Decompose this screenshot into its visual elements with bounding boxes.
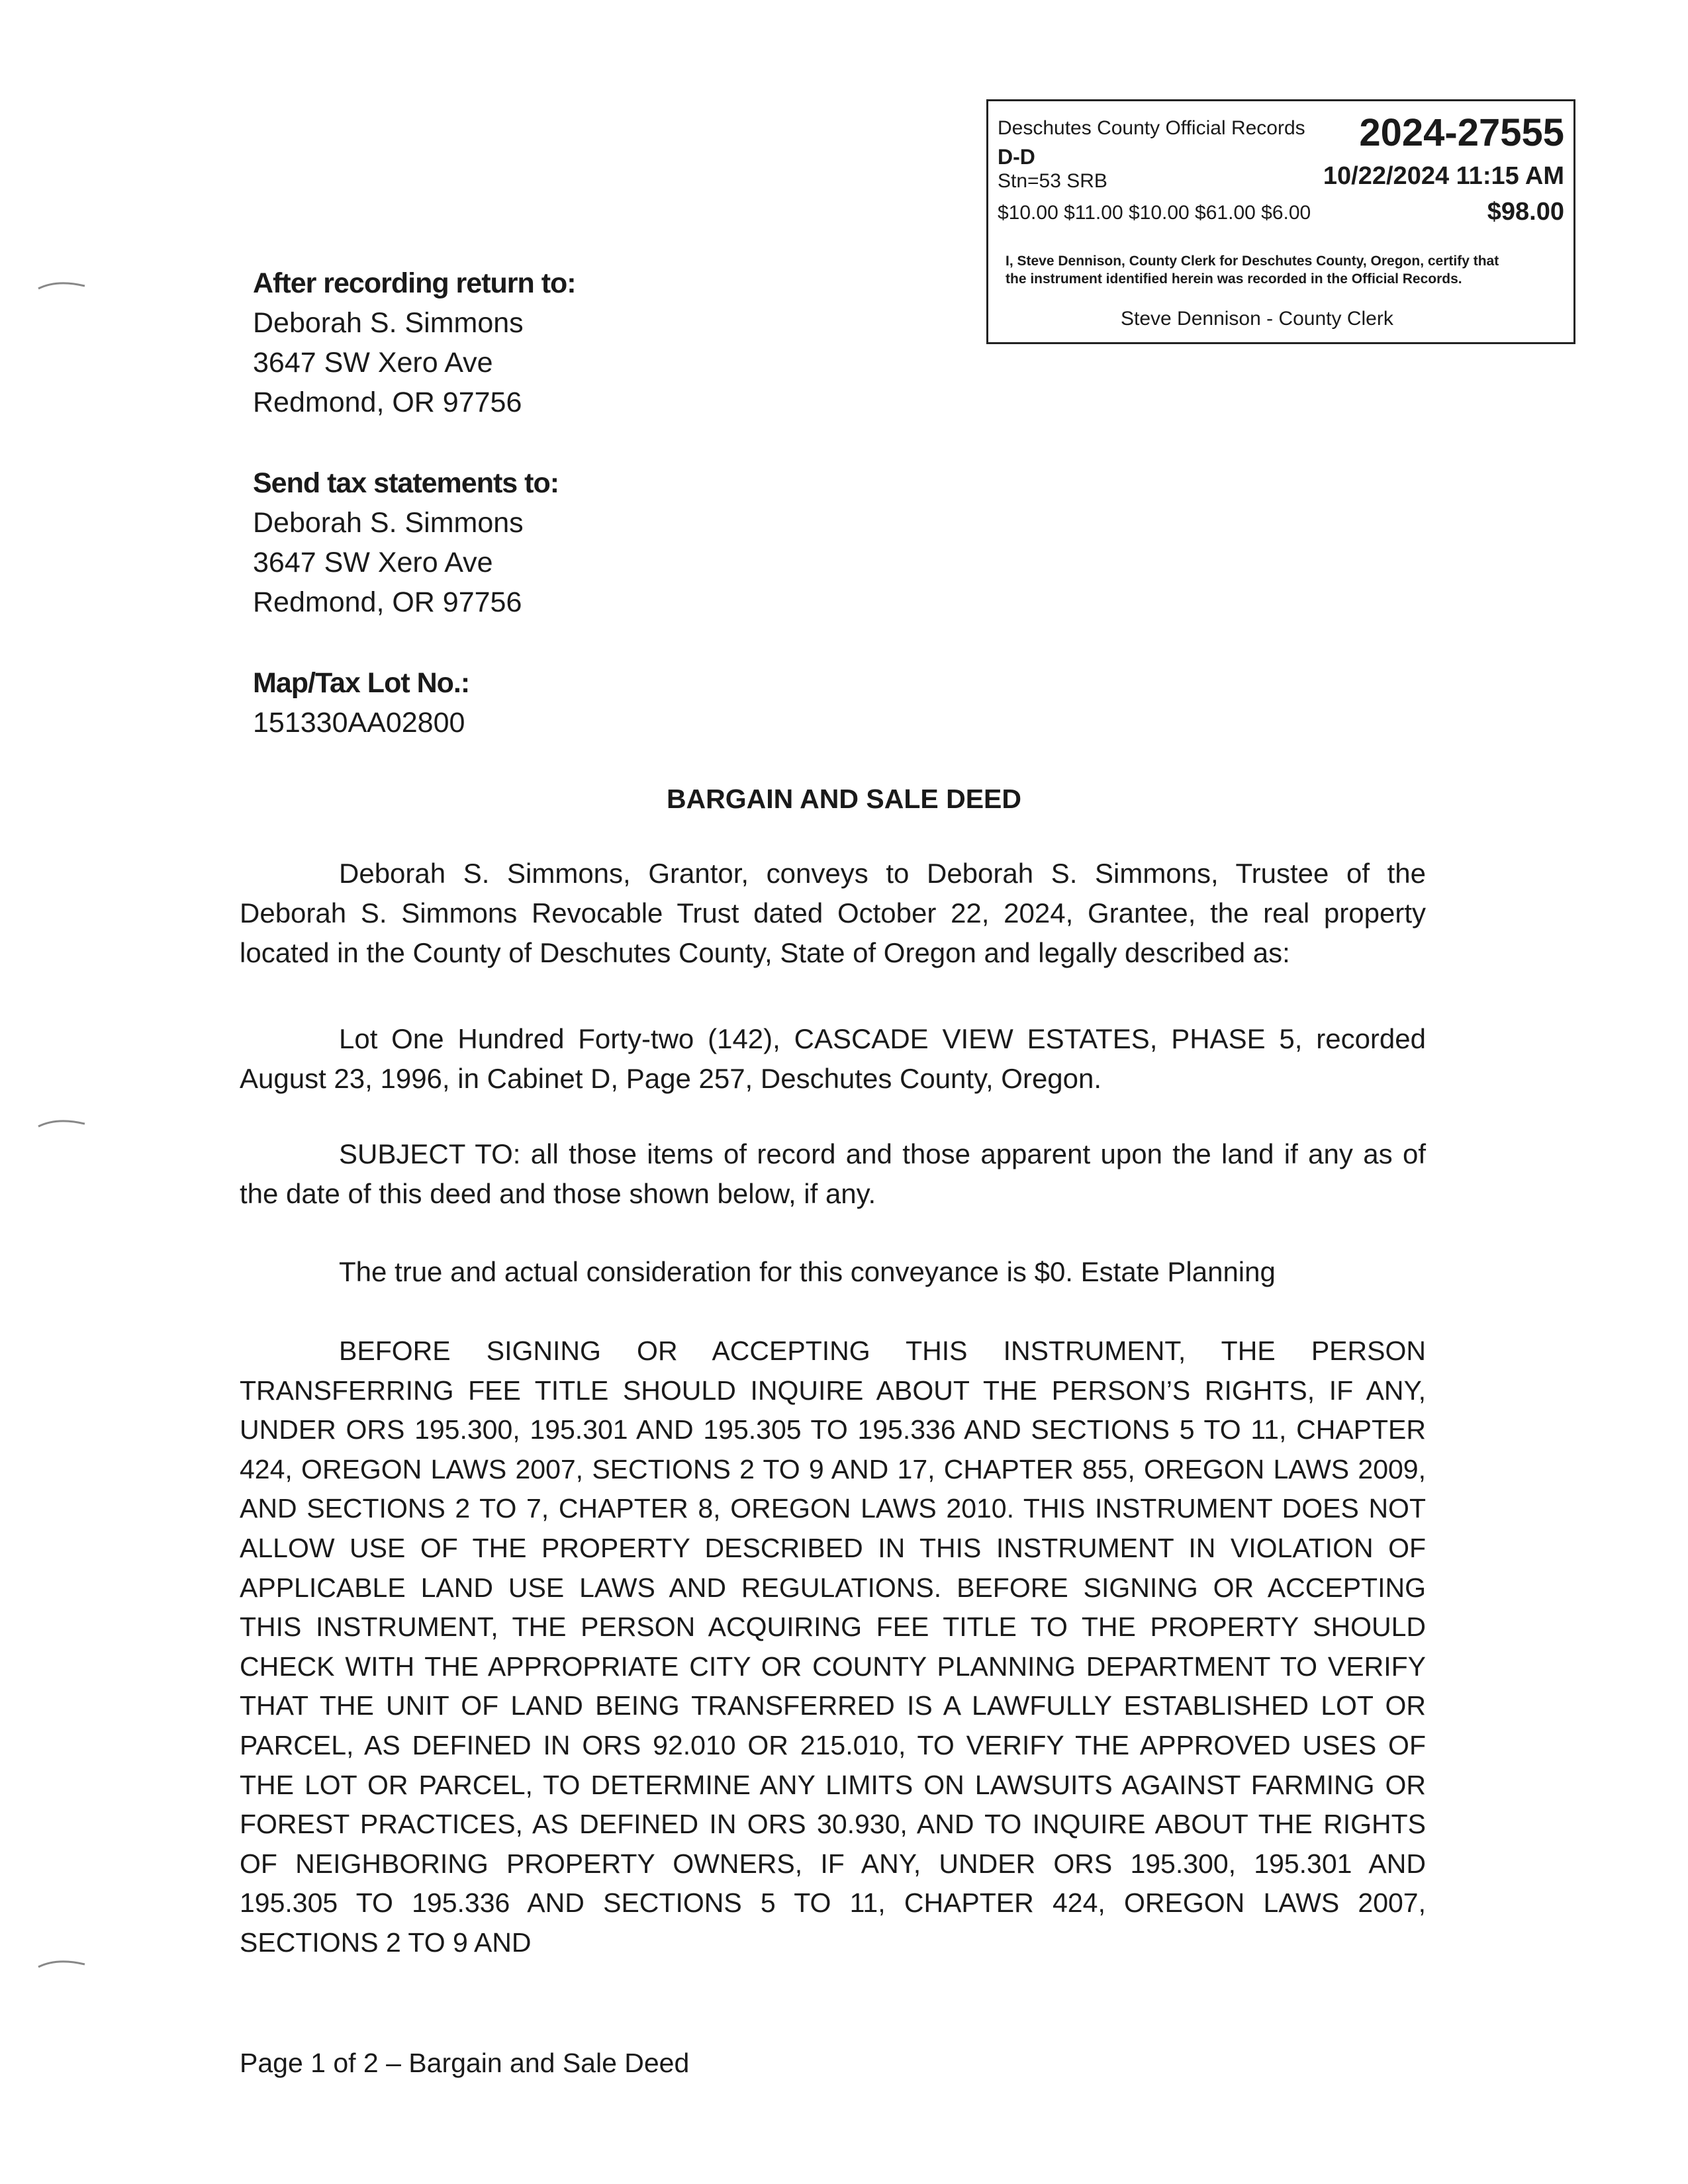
legal-description-paragraph: Lot One Hundred Forty-two (142), CASCADE VIEW ESTATES, PHASE 5, recorded August 23, 1996, in Cabinet D, Page 257, Deschutes County, Oregon. (240, 1023, 1426, 1094)
tax-lot-block (253, 663, 469, 743)
stamp-certification: I, Steve Dennison, County Clerk for Deschutes County, Oregon, certify that the instrument identified herein was recorded in the Official Records. (1006, 253, 1499, 287)
binder-mark-icon (37, 1959, 86, 1970)
binder-mark-icon (37, 281, 86, 291)
stamp-county-records: Deschutes County Official Records (998, 117, 1305, 139)
tax-statements-label: Send tax statements to: (253, 467, 559, 499)
binder-mark-icon (37, 1118, 86, 1129)
stamp-fees: $10.00 $11.00 $10.00 $61.00 $6.00 (998, 202, 1311, 224)
tax-lot-label: Map/Tax Lot No.: (253, 667, 470, 699)
stamp-station: Stn=53 SRB (998, 170, 1107, 192)
page-footer: Page 1 of 2 – Bargain and Sale Deed (240, 2048, 690, 2078)
recording-stamp (986, 99, 1575, 344)
return-to-label: After recording return to: (253, 267, 576, 299)
tax-lot-value: 151330AA02800 (253, 707, 465, 739)
return-to-city: Redmond, OR 97756 (253, 387, 522, 418)
tax-statements-city: Redmond, OR 97756 (253, 586, 522, 618)
consideration-paragraph: The true and actual consideration for this conveyance is $0. Estate Planning (339, 1256, 1276, 1287)
statutory-warning-paragraph: BEFORE SIGNING OR ACCEPTING THIS INSTRUMENT, THE PERSON TRANSFERRING FEE TITLE SHOULD INQUIRE ABOUT THE PERSON’S RIGHTS, IF ANY, UNDER ORS 195.300, 195.301 AND 195.305 TO 195.336 AND SECTIONS 5 TO 11, CHAPTER 424, OREGON LAWS 2007, SECTIONS 2 TO 9 AND 17, CHAPTER 855, OREGON LAWS 2009, AND SECTIONS 2 TO 7, CHAPTER 8, OREGON LAWS 2010. THIS INSTRUMENT DOES NOT ALLOW USE OF THE PROPERTY DESCRIBED IN THIS INSTRUMENT IN VIOLATION OF APPLICABLE LAND USE LAWS AND REGULATIONS. BEFORE SIGNING OR ACCEPTING THIS INSTRUMENT, THE PERSON ACQUIRING FEE TITLE TO THE PROPERTY SHOULD CHECK WITH THE APPROPRIATE CITY OR COUNTY PLANNING DEPARTMENT TO VERIFY THAT THE UNIT OF LAND BEING TRANSFERRED IS A LAWFULLY ESTABLISHED LOT OR PARCEL, AS DEFINED IN ORS 92.010 OR 215.010, TO VERIFY THE APPROVED USES OF THE LOT OR PARCEL, TO DETERMINE ANY LIMITS ON LAWSUITS AGAINST FARMING OR FOREST PRACTICES, AS DEFINED IN ORS 30.930, AND TO INQUIRE ABOUT THE RIGHTS OF NEIGHBORING PROPERTY OWNERS, IF ANY, UNDER ORS 195.300, 195.301 AND 195.305 TO 195.336 AND SECTIONS 5 TO 11, CHAPTER 424, OREGON LAWS 2007, SECTIONS 2 TO 9 AND (240, 1336, 1426, 1958)
stamp-total: $98.00 (1487, 198, 1564, 226)
tax-statements-block (253, 463, 559, 622)
return-to-street: 3647 SW Xero Ave (253, 347, 493, 379)
subject-to-paragraph: SUBJECT TO: all those items of record and those apparent upon the land if any as of the date of this deed and those shown below, if any. (240, 1138, 1426, 1209)
stamp-type-code: D-D (998, 145, 1035, 169)
return-to-block (253, 263, 576, 422)
stamp-clerk: Steve Dennison - County Clerk (1121, 308, 1393, 330)
stamp-document-number: 2024-27555 (1359, 111, 1564, 154)
tax-statements-street: 3647 SW Xero Ave (253, 547, 493, 578)
document-title: BARGAIN AND SALE DEED (666, 784, 1022, 814)
tax-statements-name: Deborah S. Simmons (253, 507, 524, 539)
stamp-date-time: 10/22/2024 11:15 AM (1323, 162, 1564, 190)
return-to-name: Deborah S. Simmons (253, 307, 524, 339)
conveyance-paragraph: Deborah S. Simmons, Grantor, conveys to Deborah S. Simmons, Trustee of the Deborah S. Simmons Revocable Trust dated October 22, 2024, Grantee, the real property located in the County of Deschutes County, State of Oregon and legally described as: (240, 858, 1426, 968)
